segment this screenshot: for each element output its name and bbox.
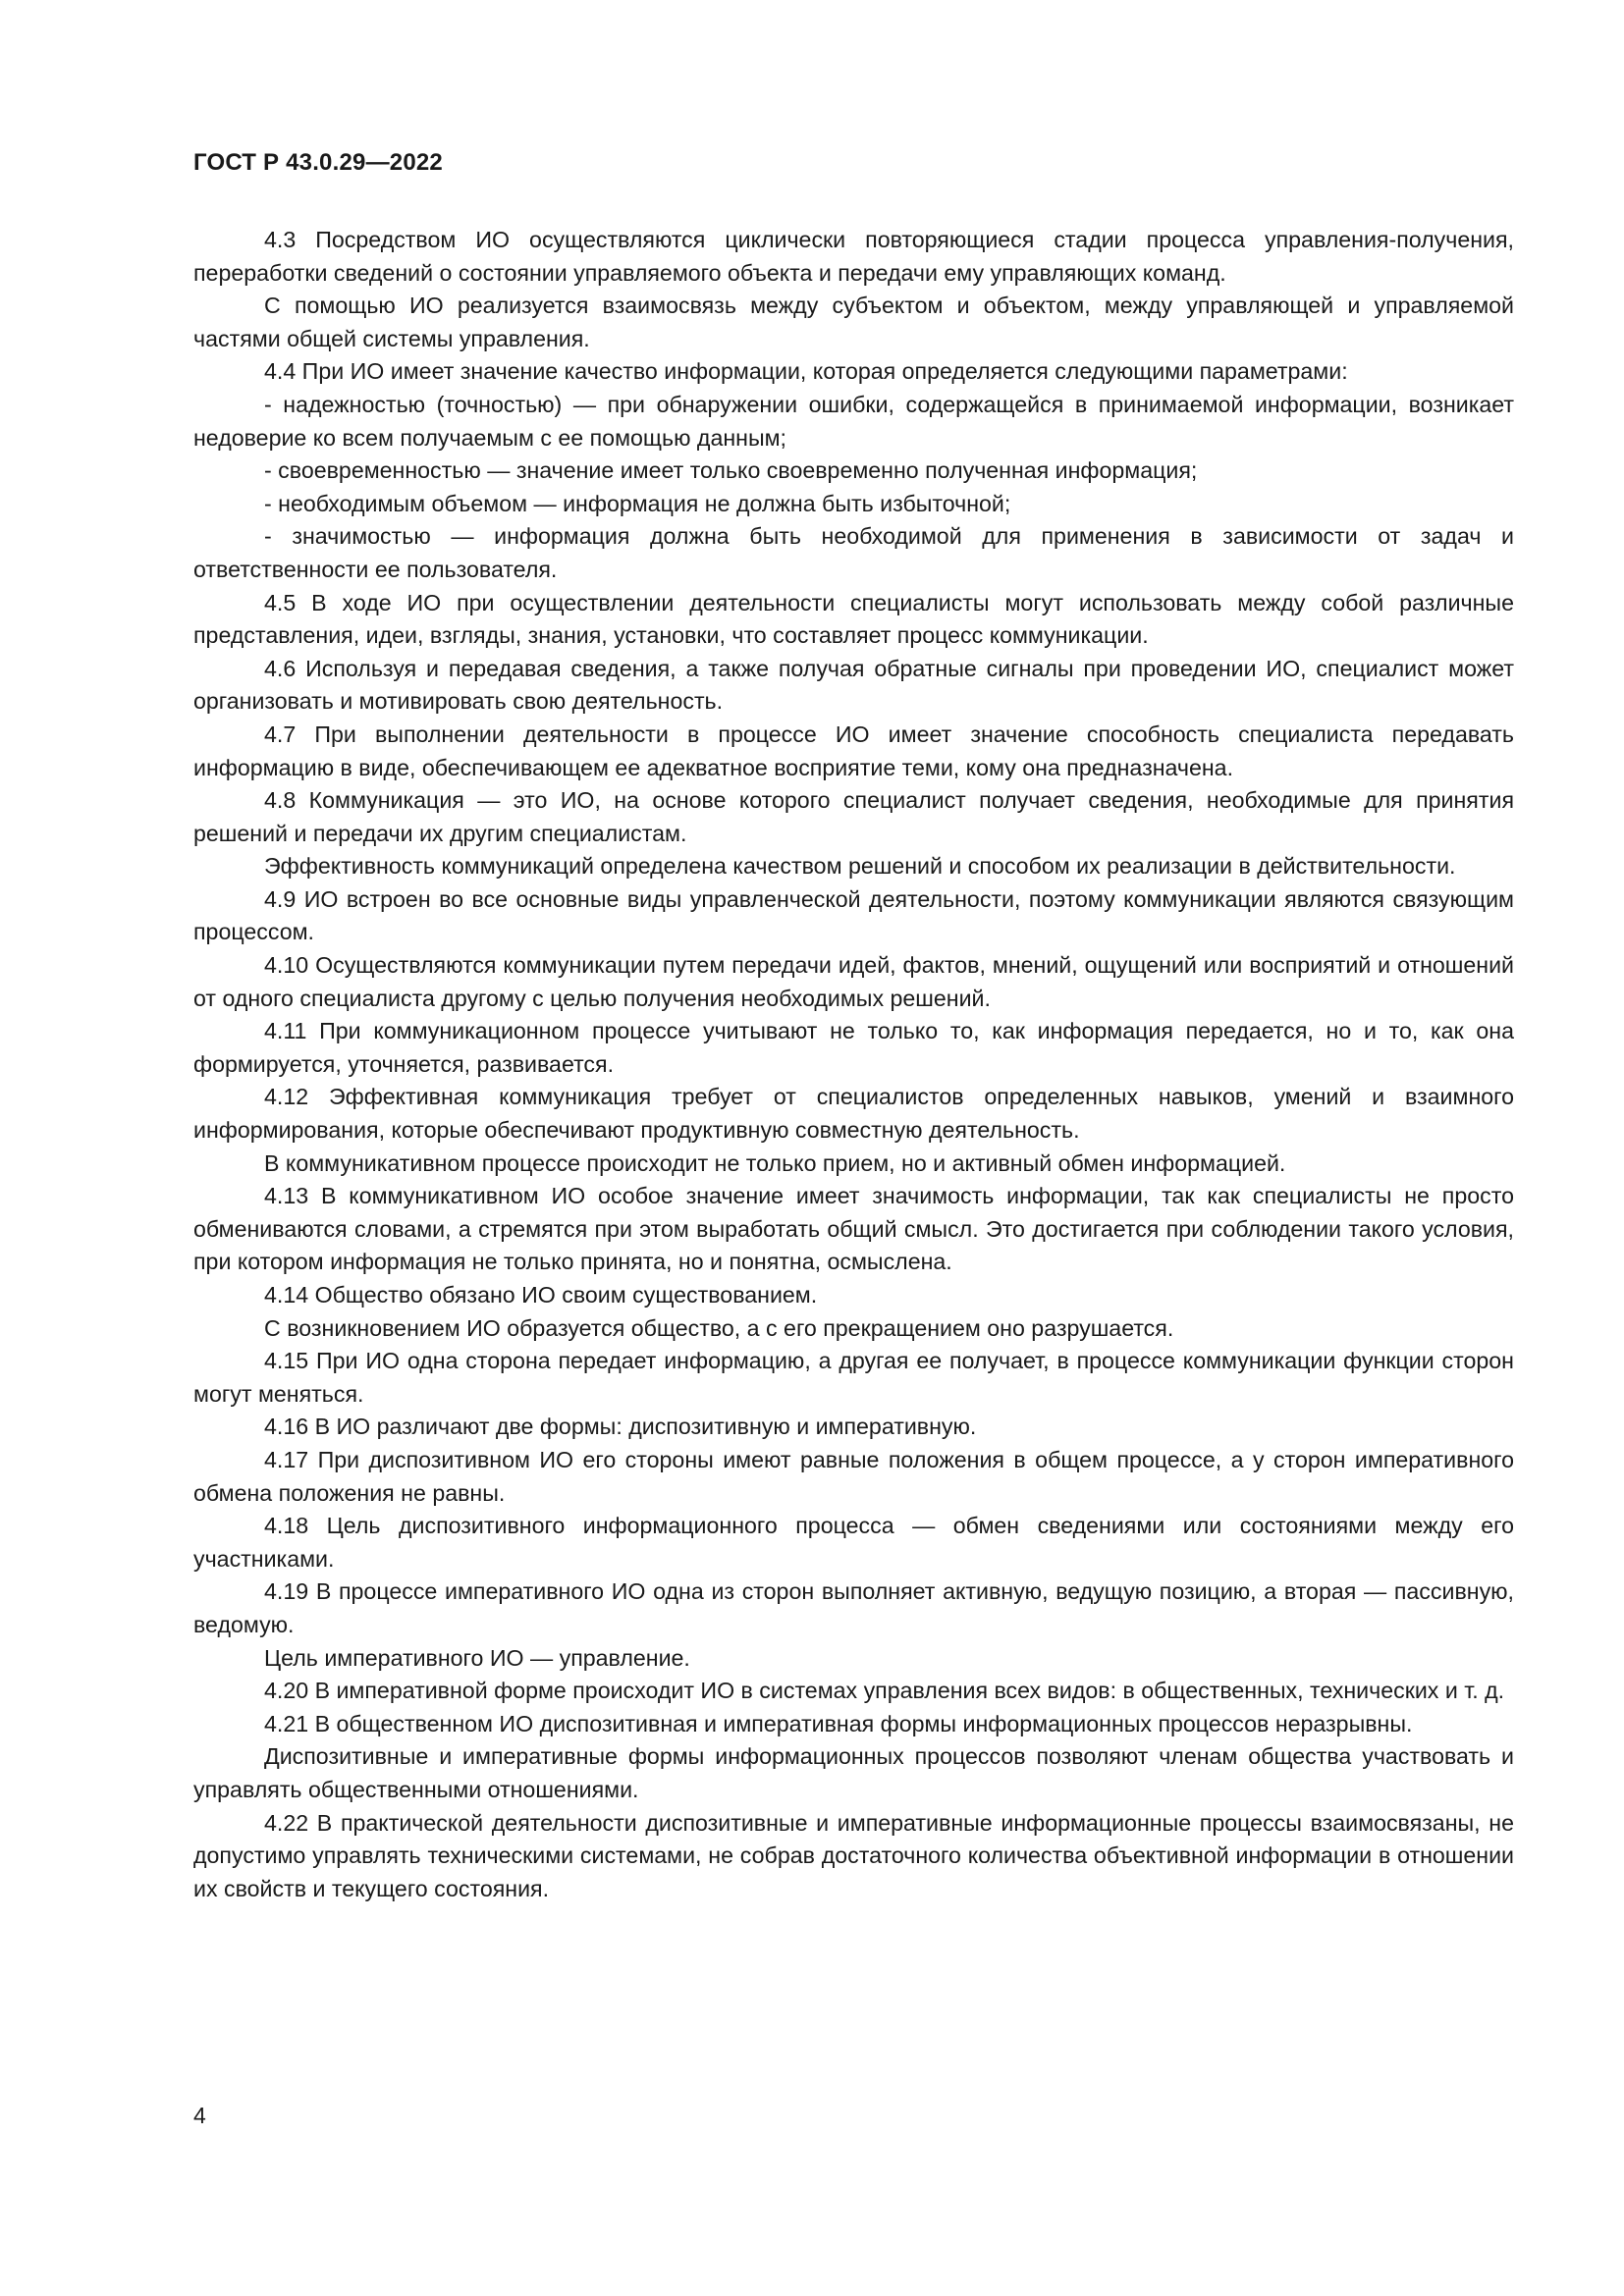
document-body [193, 224, 1514, 1905]
paragraph: С помощью ИО реализуется взаимосвязь между субъектом и объектом, между управляющей и управляемой частями общей системы управления. [193, 293, 1514, 351]
paragraph: 4.8 Коммуникация — это ИО, на основе которого специалист получает сведения, необходимые для принятия решений и передачи их другим специалистам. [193, 787, 1514, 846]
paragraph: 4.18 Цель диспозитивного информационного процесса — обмен сведениями или состояниями между его участниками. [193, 1513, 1514, 1572]
paragraph: 4.7 При выполнении деятельности в процессе ИО имеет значение способность специалиста передавать информацию в виде, обеспечивающем ее адекватное восприятие теми, кому она предназначена. [193, 721, 1514, 780]
paragraph: 4.13 В коммуникативном ИО особое значение имеет значимость информации, так как специалисты не просто обмениваются словами, а стремятся при этом выработать общий смысл. Это достигается при соблюдении такого условия, при котором информация не только принята, но и понятна, осмыслена. [193, 1183, 1514, 1275]
paragraph: В коммуникативном процессе происходит не только прием, но и активный обмен информацией. [264, 1149, 1286, 1176]
paragraph: С возникновением ИО образуется общество, а с его прекращением оно разрушается. [264, 1314, 1174, 1341]
paragraph: - своевременностью — значение имеет только своевременно полученная информация; [264, 457, 1198, 484]
paragraph: 4.12 Эффективная коммуникация требует от специалистов определенных навыков, умений и взаимного информирования, которые обеспечивают продуктивную совместную деятельность. [193, 1084, 1514, 1144]
paragraph: Цель императивного ИО — управление. [264, 1644, 690, 1671]
paragraph: 4.15 При ИО одна сторона передает информацию, а другая ее получает, в процессе коммуникации функции сторон могут меняться. [193, 1348, 1514, 1407]
paragraph: 4.5 В ходе ИО при осуществлении деятельности специалисты могут использовать между собой различные представления, идеи, взгляды, знания, установки, что составляет процесс коммуникации. [193, 589, 1514, 649]
paragraph: - надежностью (точностью) — при обнаружении ошибки, содержащейся в принимаемой информации, возникает недоверие ко всем получаемым с ее помощью данным; [193, 391, 1514, 451]
paragraph: 4.4 При ИО имеет значение качество информации, которая определяется следующими параметрами: [264, 358, 1348, 385]
standard-code-header: ГОСТ Р 43.0.29—2022 [193, 149, 443, 176]
paragraph: 4.6 Используя и передавая сведения, а также получая обратные сигналы при проведении ИО, специалист может организовать и мотивировать свою деятельность. [193, 655, 1514, 715]
paragraph: 4.16 В ИО различают две формы: диспозитивную и императивную. [264, 1414, 977, 1440]
paragraph: 4.20 В императивной форме происходит ИО в системах управления всех видов: в общественных, технических и т. д. [264, 1678, 1505, 1704]
paragraph: Эффективность коммуникаций определена качеством решений и способом их реализации в действительности. [264, 853, 1456, 880]
paragraph: 4.3 Посредством ИО осуществляются циклически повторяющиеся стадии процесса управления-получения, переработки сведений о состоянии управляемого объекта и передачи ему управляющих команд. [193, 227, 1514, 286]
paragraph: 4.10 Осуществляются коммуникации путем передачи идей, фактов, мнений, ощущений или восприятий и отношений от одного специалиста другому с целью получения необходимых решений. [193, 952, 1514, 1011]
paragraph: 4.14 Общество обязано ИО своим существованием. [264, 1282, 818, 1308]
paragraph: 4.19 В процессе императивного ИО одна из сторон выполняет активную, ведущую позицию, а вторая — пассивную, ведомую. [193, 1578, 1514, 1637]
paragraph: 4.21 В общественном ИО диспозитивная и императивная формы информационных процессов неразрывны. [264, 1710, 1413, 1736]
page-number: 4 [193, 2103, 206, 2128]
paragraph: 4.22 В практической деятельности диспозитивные и императивные информационные процессы взаимосвязаны, не допустимо управлять техническими системами, не собрав достаточного количества объективной информации в отношении их свойств и текущего состояния. [193, 1809, 1514, 1901]
paragraph: 4.17 При диспозитивном ИО его стороны имеют равные положения в общем процессе, а у сторон императивного обмена положения не равны. [193, 1446, 1514, 1506]
paragraph: Диспозитивные и императивные формы информационных процессов позволяют членам общества участвовать и управлять общественными отношениями. [193, 1743, 1514, 1802]
paragraph: - необходимым объемом — информация не должна быть избыточной; [264, 490, 1011, 516]
paragraph: 4.11 При коммуникационном процессе учитывают не только то, как информация передается, но и то, как она формируется, уточняется, развивается. [193, 1018, 1514, 1077]
paragraph: - значимостью — информация должна быть необходимой для применения в зависимости от задач и ответственности ее пользователя. [193, 523, 1514, 582]
paragraph: 4.9 ИО встроен во все основные виды управленческой деятельности, поэтому коммуникации являются связующим процессом. [193, 885, 1514, 945]
